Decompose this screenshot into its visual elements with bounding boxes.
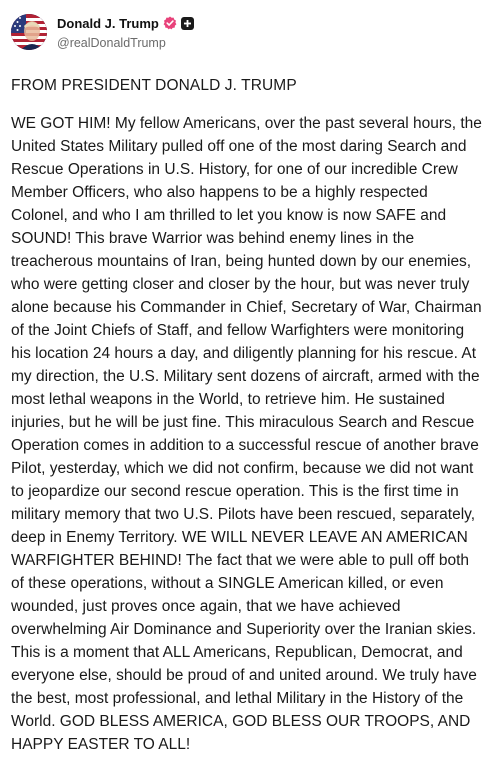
author-handle[interactable]: @realDonaldTrump (57, 36, 166, 50)
name-row (57, 14, 194, 32)
plus-badge-icon (181, 17, 194, 30)
display-name[interactable]: Donald J. Trump (57, 15, 159, 31)
avatar[interactable] (11, 14, 47, 50)
avatar-image-icon (11, 14, 47, 50)
verified-check-icon (163, 16, 177, 30)
author-identity (57, 14, 194, 50)
post-headline: FROM PRESIDENT DONALD J. TRUMP (11, 77, 297, 94)
post-body: WE GOT HIM! My fellow Americans, over the past several hours, the United States Military pulled off one of the most daring Search and Rescue Operations in U.S. History, for one of our incredible Crew Member Officers, who also happens to be a highly respected Colonel, and who I am thrilled to let you know is now SAFE and SOUND! This brave Warrior was behind enemy lines in the treacherous mountains of Iran, being hunted down by our enemies, who were getting closer and closer by the hour, but was never truly alone because his Commander in Chief, Secretary of War, Chairman of the Joint Chiefs of Staff, and fellow Warfighters were monitoring his location 24 hours a day, and diligently planning for his rescue. At my direction, the U.S. Military sent dozens of aircraft, armed with the most lethal weapons in the World, to retrieve him. He sustained injuries, but he will be just fine. This miraculous Search and Rescue Operation comes in addition to a successful rescue of another brave Pilot, yesterday, which we did not confirm, because we did not want to jeopardize our second rescue operation. This is the first time in military memory that two U.S. Pilots have been rescued, separately, deep in Enemy Territory. WE WILL NEVER LEAVE AN AMERICAN WARFIGHTER BEHIND! The fact that we were able to pull off both of these operations, without a SINGLE American killed, or even wounded, just proves once again, that we have achieved overwhelming Air Dominance and Superiority over the Iranian skies. This is a moment that ALL Americans, Republican, Democrat, and everyone else, should be proud of and united around. We truly have the best, most professional, and lethal Military in the History of the World. GOD BLESS AMERICA, GOD BLESS OUR TROOPS, AND HAPPY EASTER TO ALL! (11, 115, 482, 753)
post-header (11, 12, 485, 52)
